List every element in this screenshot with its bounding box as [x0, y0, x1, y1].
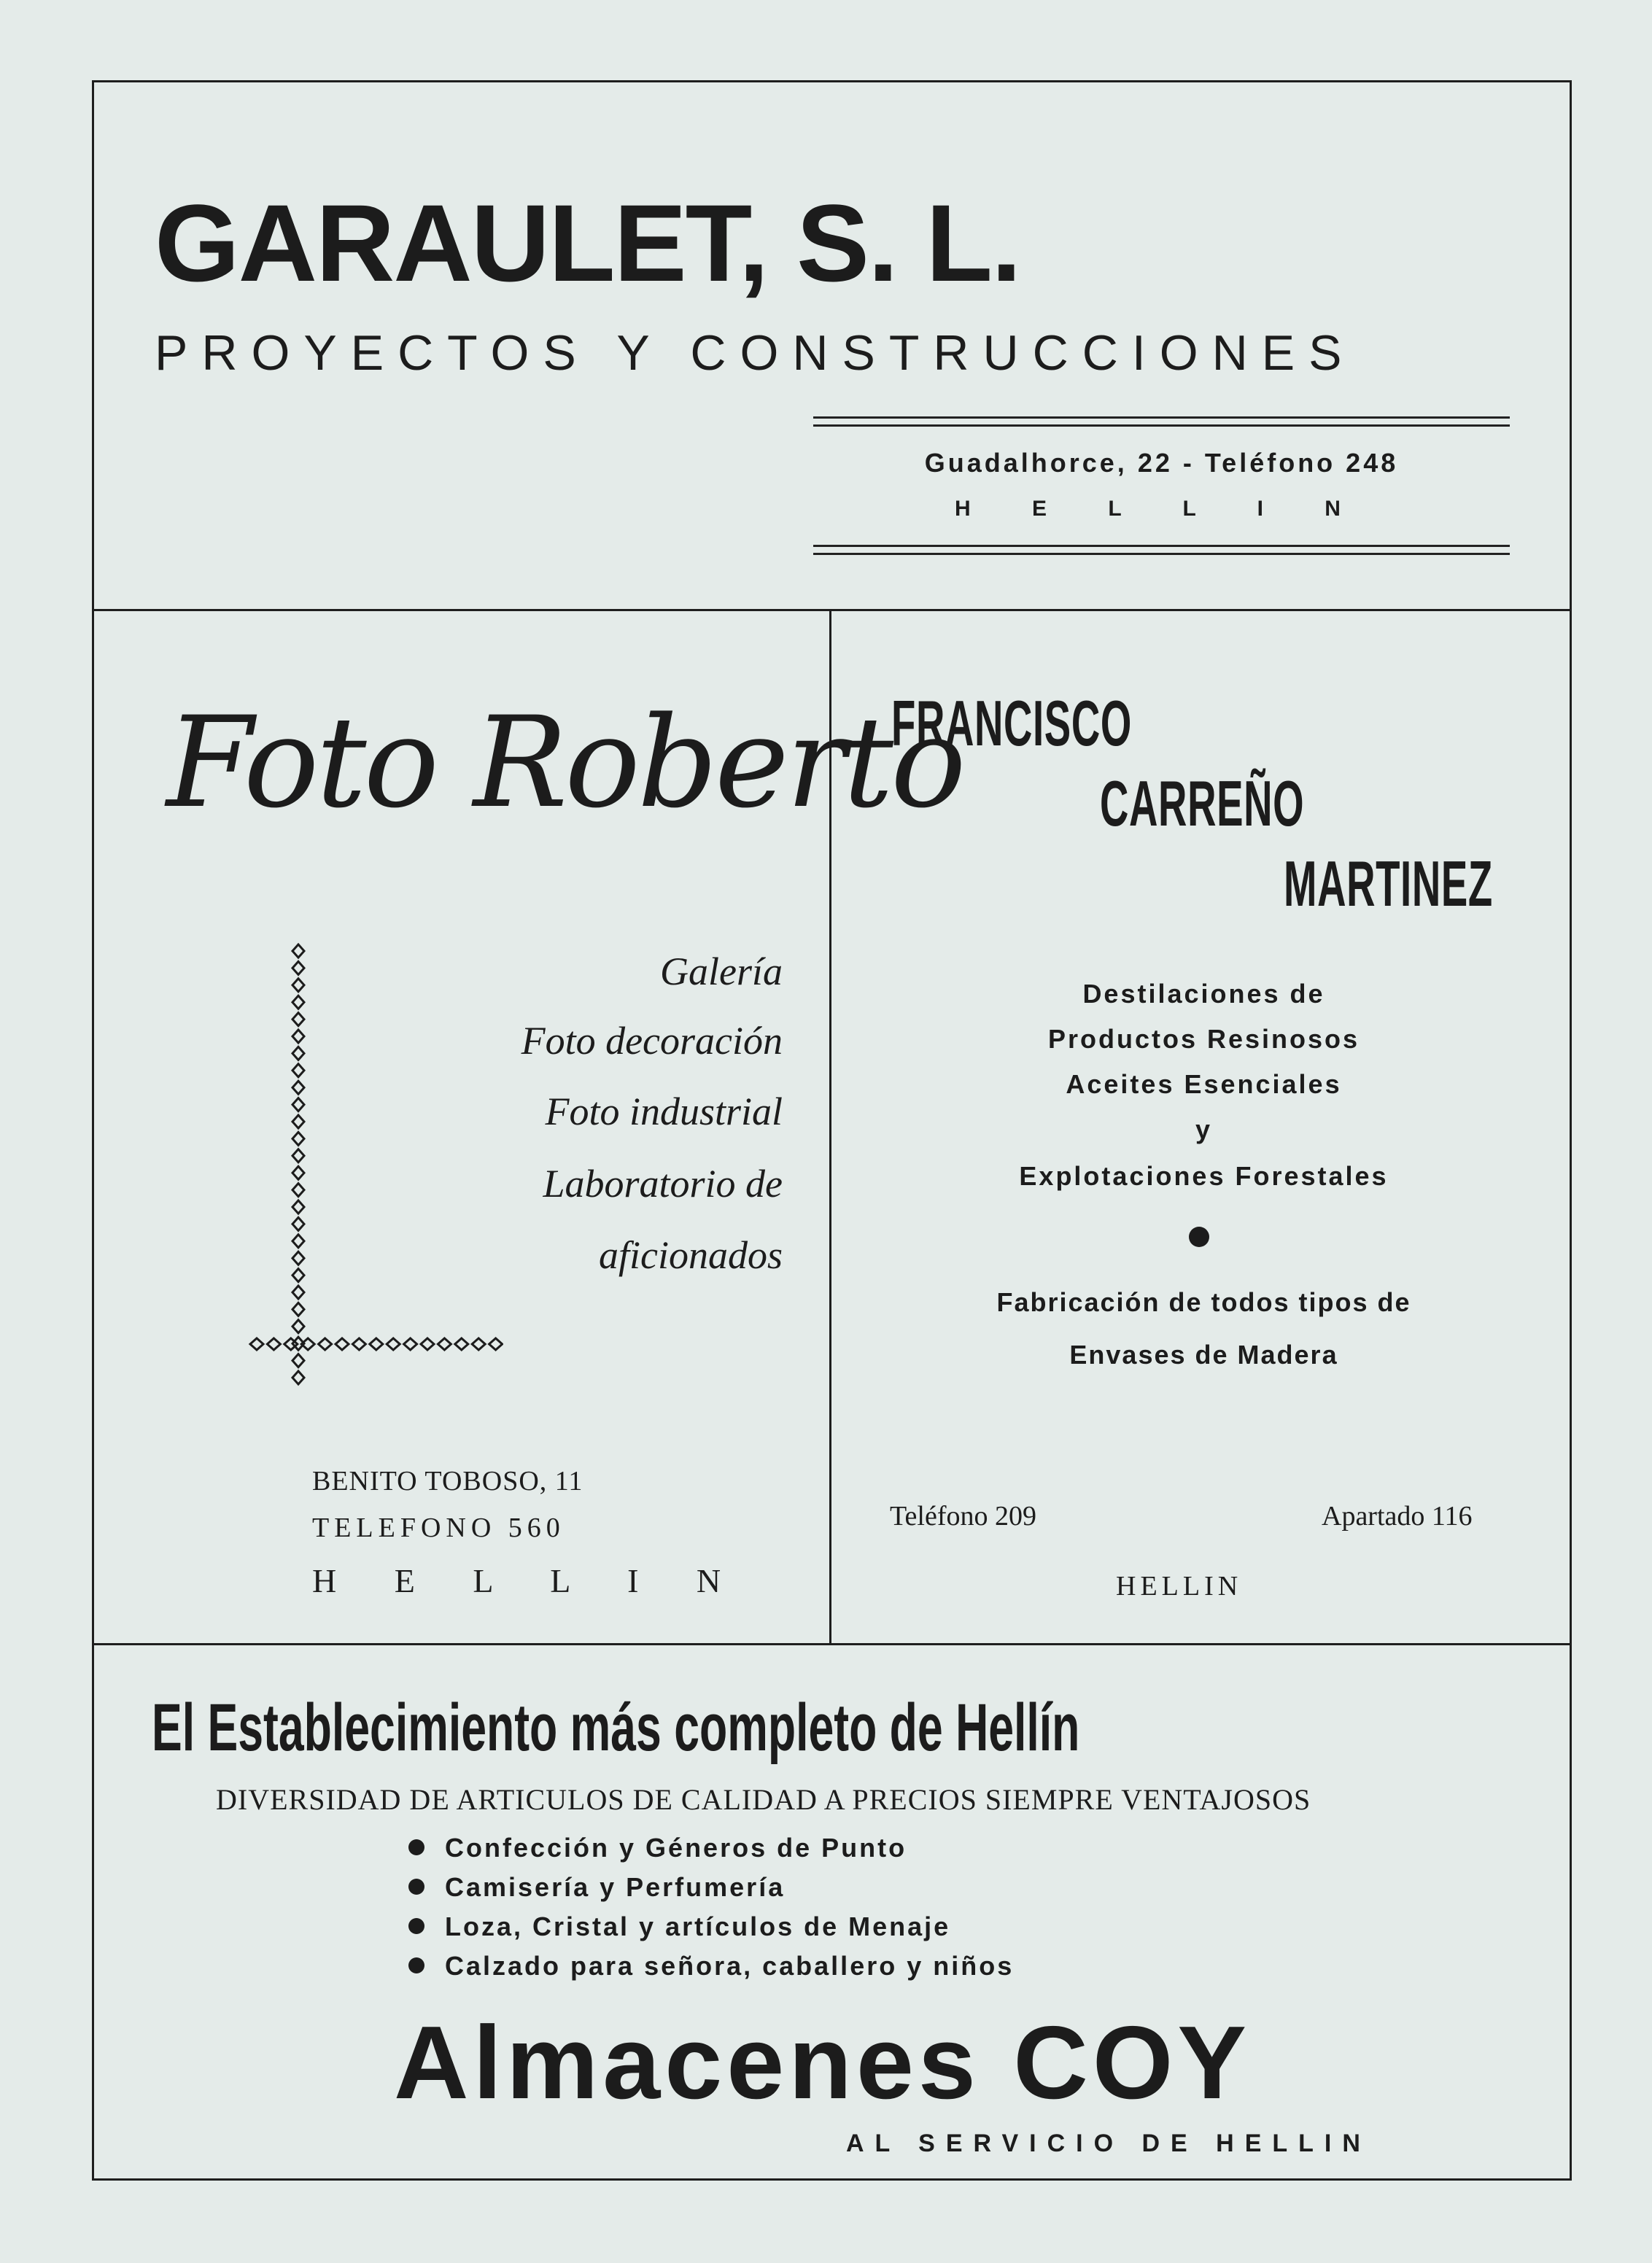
carreno-activity: Explotaciones Forestales [1019, 1161, 1389, 1191]
coy-tagline: DIVERSIDAD DE ARTICULOS DE CALIDAD A PRECIOS SIEMPRE VENTAJOSOS [216, 1783, 1311, 1816]
diamond-border-horizontal [248, 1335, 503, 1353]
rule-lower [813, 545, 1510, 555]
coy-item [408, 1911, 951, 1941]
foto-phone: TELEFONO 560 [312, 1513, 565, 1543]
foto-service-decoracion: Foto decoración [521, 1019, 783, 1063]
bullet-dot [408, 1879, 424, 1895]
diamond-border-vertical [290, 942, 307, 1394]
bullet-dot [408, 1957, 424, 1973]
garaulet-tagline: PROYECTOS Y CONSTRUCCIONES [155, 325, 1356, 381]
garaulet-city: H E L L I N [955, 497, 1368, 521]
coy-item-text: Camisería y Perfumería [445, 1872, 786, 1902]
coy-item-text: Confección y Géneros de Punto [445, 1833, 907, 1863]
foto-city: H E L L I N [312, 1562, 746, 1599]
carreno-phone: Teléfono 209 [890, 1501, 1037, 1532]
bullet-dot [1189, 1227, 1209, 1247]
carreno-name-first: FRANCISCO [891, 687, 1132, 759]
foto-service-industrial: Foto industrial [545, 1090, 783, 1133]
carreno-fabrication: Fabricación de todos tipos de [996, 1287, 1411, 1317]
garaulet-address: Guadalhorce, 22 - Teléfono 248 [924, 448, 1399, 478]
foto-service-galeria: Galería [660, 950, 783, 993]
garaulet-name: GARAULET, S. L. [155, 182, 1020, 304]
carreno-fabrication: Envases de Madera [1069, 1340, 1338, 1370]
carreno-activity: Productos Resinosos [1047, 1024, 1360, 1054]
carreno-activity: y [1195, 1114, 1213, 1144]
carreno-activity: Destilaciones de [1082, 979, 1325, 1009]
bullet-dot [408, 1839, 424, 1855]
bullet-dot [408, 1918, 424, 1934]
coy-item [408, 1835, 907, 1861]
divider-bottom [92, 1643, 1572, 1645]
coy-service-line: AL SERVICIO DE HELLIN [846, 2130, 1371, 2157]
carreno-activity: Aceites Esenciales [1066, 1069, 1342, 1099]
divider-top [92, 609, 1572, 611]
foto-roberto-title: Foto Roberto [166, 689, 963, 836]
carreno-city: HELLIN [1116, 1571, 1243, 1602]
carreno-name-third: MARTINEZ [1284, 847, 1493, 920]
foto-service-laboratorio: Laboratorio de [543, 1162, 783, 1206]
coy-headline: El Establecimiento más completo de Hellín [152, 1691, 1080, 1765]
carreno-po-box: Apartado 116 [1322, 1501, 1473, 1532]
coy-item-text: Loza, Cristal y artículos de Menaje [445, 1911, 951, 1941]
foto-service-aficionados: aficionados [599, 1233, 783, 1277]
coy-brand: Almacenes COY [394, 2005, 1252, 2121]
foto-address: BENITO TOBOSO, 11 [312, 1466, 583, 1497]
coy-item [408, 1874, 785, 1901]
coy-item [408, 1953, 1014, 1979]
rule-upper [813, 416, 1510, 427]
coy-item-text: Calzado para señora, caballero y niños [445, 1951, 1015, 1981]
carreno-name-second: CARREÑO [1100, 767, 1305, 839]
